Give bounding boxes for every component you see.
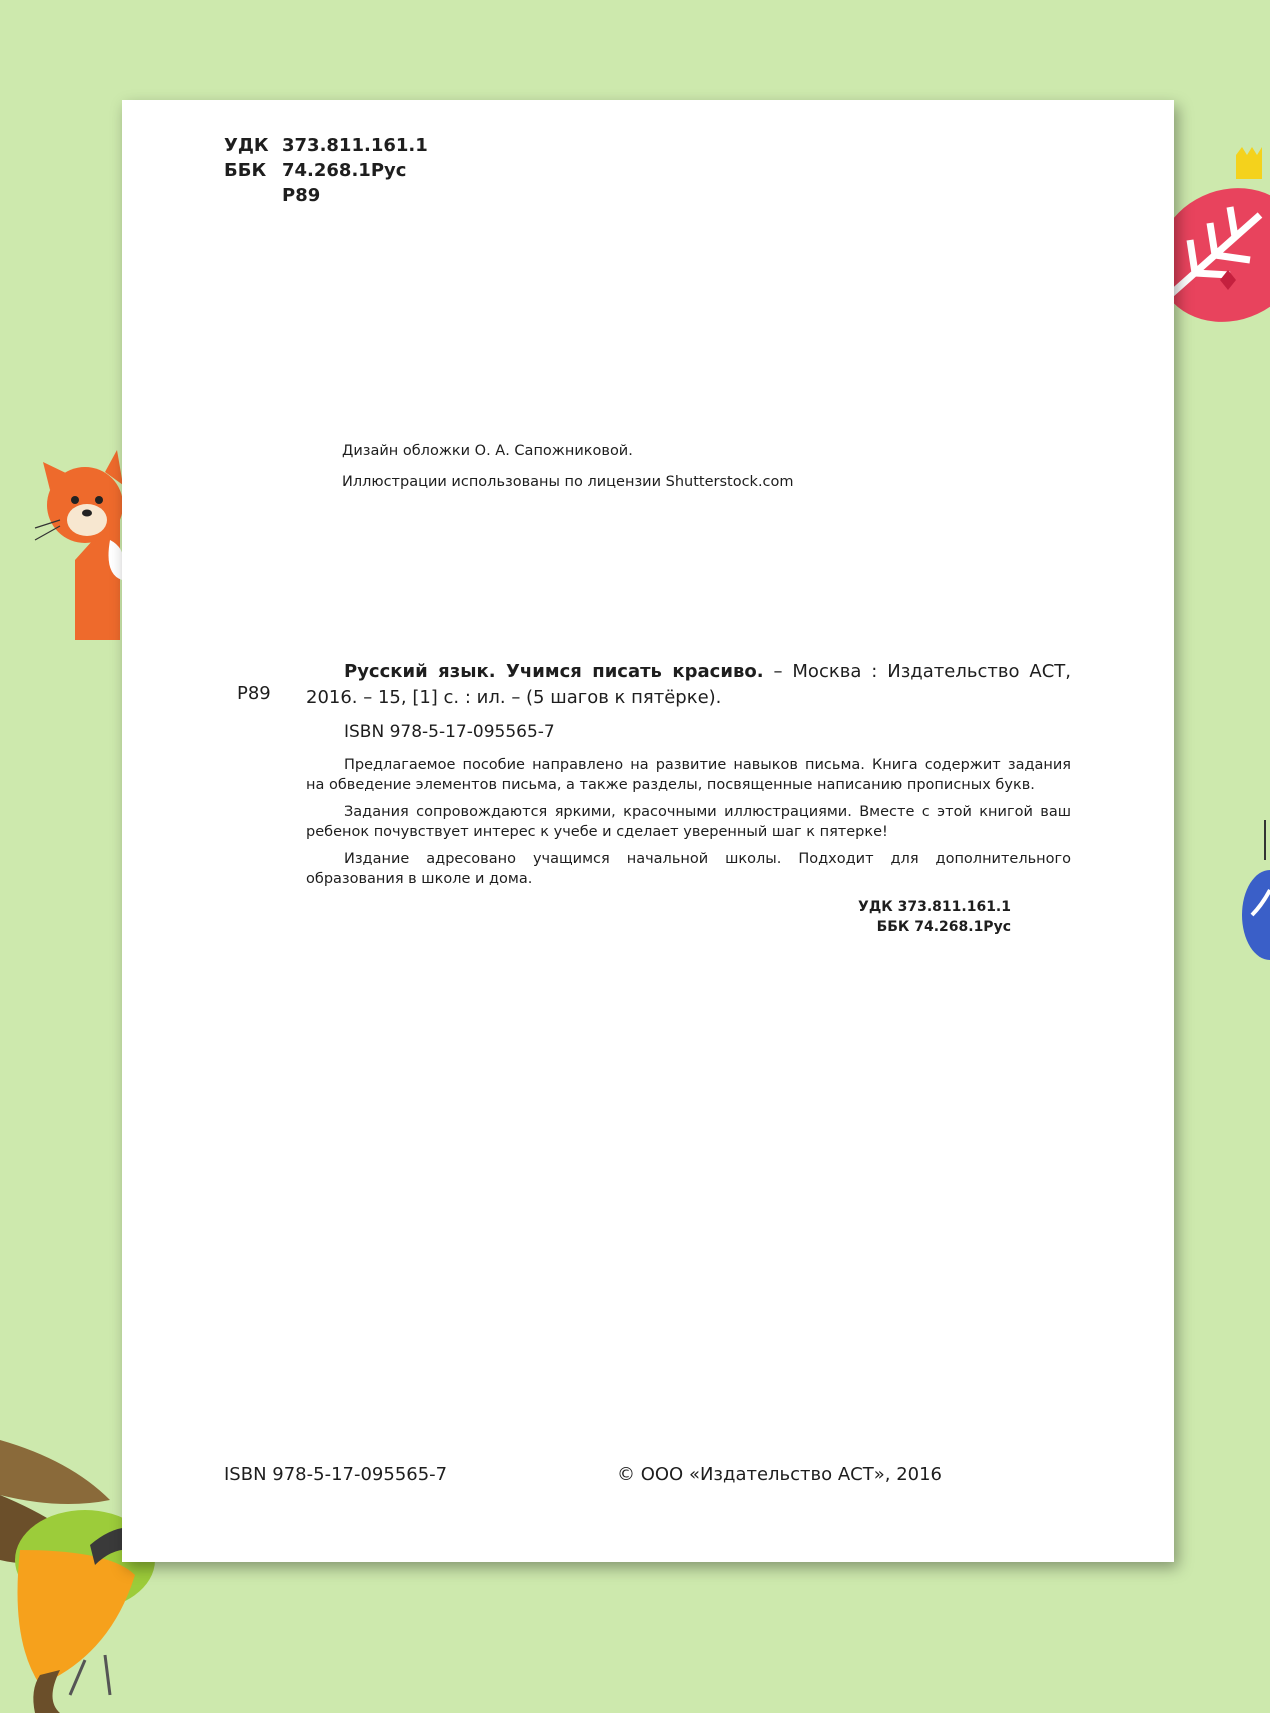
bbk-label: ББК [224, 160, 267, 181]
entry-classification [306, 897, 1071, 937]
entry-headline [306, 659, 1071, 711]
imprint: – Москва : Издательство АСТ, 2016. – 15, [1] с. : ил. – (5 шагов к пятёрке). [306, 661, 1071, 708]
udk-value: 373.811.161.1 [282, 135, 428, 156]
book-page [122, 100, 1174, 1562]
classification-header [224, 133, 428, 208]
fox-illustration [25, 450, 135, 640]
description-paragraph: Предлагаемое пособие направлено на развитие навыков письма. Книга содержит задания на обведение элементов письма, а также разделы, посвященные написанию прописных букв. [306, 757, 1071, 793]
author-sign: Р89 [282, 185, 321, 206]
entry-bbk: ББК 74.268.1Рус [876, 919, 1011, 935]
description-paragraph: Задания сопровождаются яркими, красочными иллюстрациями. Вместе с этой книгой ваш ребенок почувствует интерес к учебе и сделает уверенный шаг к пятерке! [306, 804, 1071, 840]
cover-design-credit: Дизайн обложки О. А. Сапожниковой. [342, 443, 633, 459]
bibliographic-entry [306, 659, 1071, 937]
illustrations-credit: Иллюстрации использованы по лицензии Shutterstock.com [342, 474, 794, 490]
entry-udk: УДК 373.811.161.1 [858, 899, 1011, 915]
footer-isbn: ISBN 978-5-17-095565-7 [224, 1464, 448, 1485]
bbk-value: 74.268.1Рус [282, 160, 407, 181]
udk-label: УДК [224, 135, 269, 156]
udk-row [224, 133, 428, 158]
author-sign-row [224, 183, 428, 208]
catalog-sign: Р89 [237, 683, 271, 704]
beetle-illustration [1237, 820, 1270, 980]
book-title: Русский язык. Учимся писать красиво. [344, 661, 764, 682]
bbk-row [224, 158, 428, 183]
footer-copyright: © ООО «Издательство АСТ», 2016 [617, 1464, 943, 1485]
credits [342, 436, 794, 498]
description-paragraph: Издание адресовано учащимся начальной школы. Подходит для дополнительного образования в школе и дома. [306, 851, 1071, 887]
entry-isbn: ISBN 978-5-17-095565-7 [344, 722, 555, 742]
crown-icon [1236, 147, 1262, 179]
